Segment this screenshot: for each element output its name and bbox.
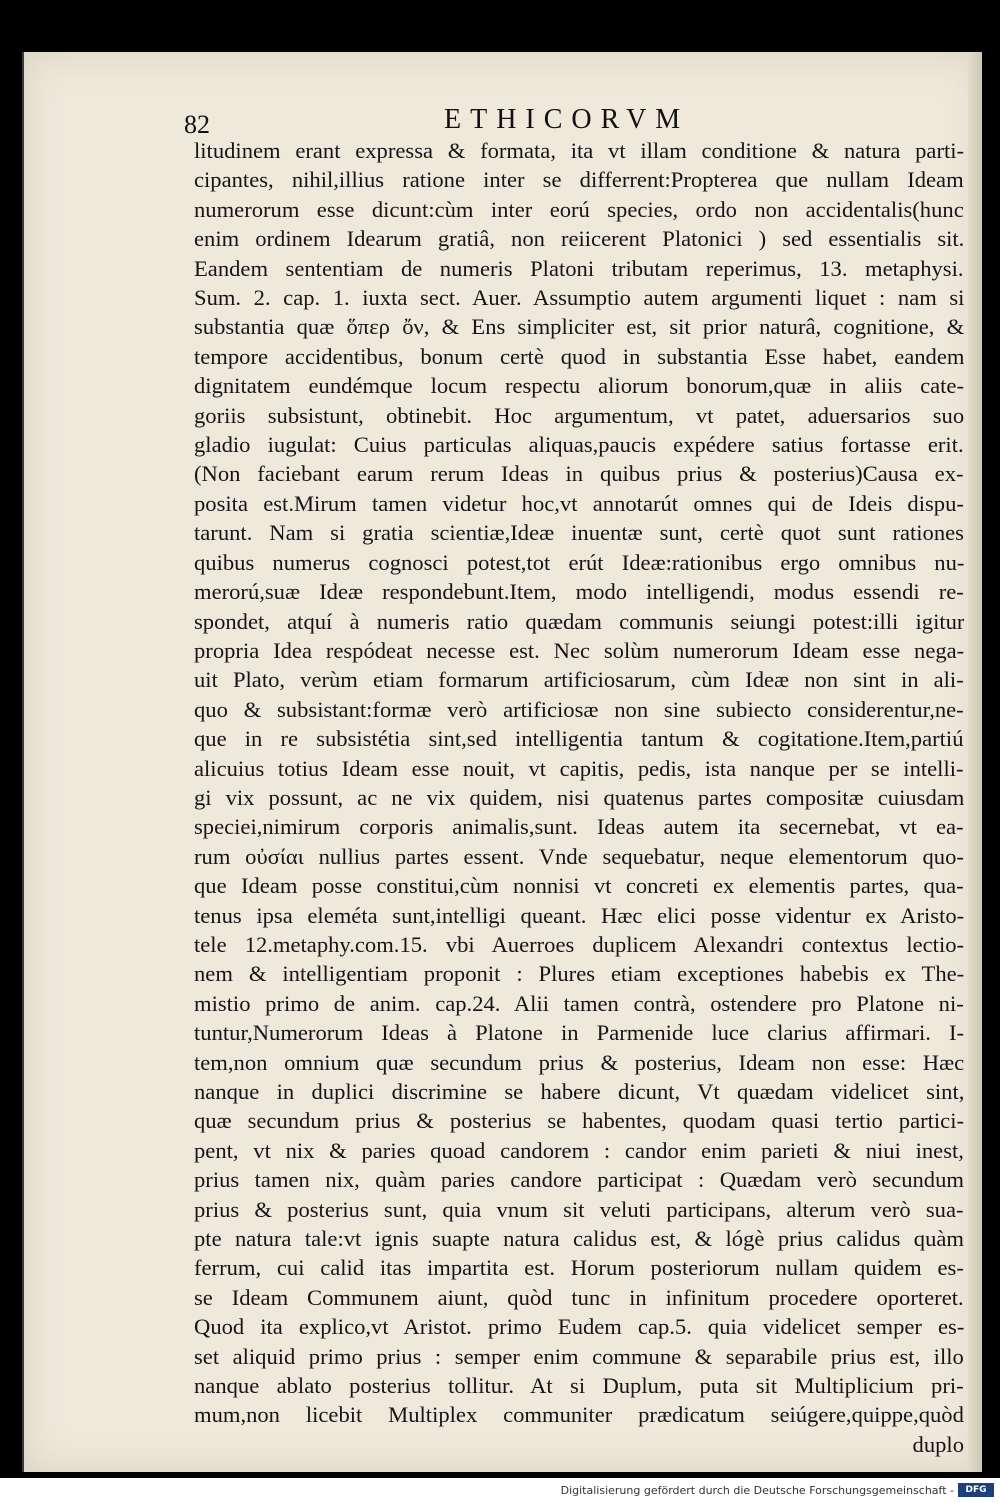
text-line: nanque ablato posterius tollitur. At si Duplum, puta sit Multiplicium pri-	[194, 1373, 964, 1399]
text-line: Quod ita explico,vt Aristot. primo Eudem cap.5. quia videlicet semper es-	[194, 1314, 964, 1340]
text-line: tempore accidentibus, bonum certè quod in substantia Esse habet, eandem	[194, 343, 964, 369]
funding-credit: Digitalisierung gefördert durch die Deutsche Forschungsgemeinschaft -	[560, 1484, 954, 1497]
text-line: quo & subsistant:formæ verò artificiosæ non sine subiecto considerentur,ne-	[194, 696, 964, 722]
text-line: se Ideam Communem aiunt, quòd tunc in infinitum procedere oporteret.	[194, 1284, 964, 1310]
text-line: que in re subsistétia sint,sed intelligentia tantum & cogitatione.Item,partiú	[194, 726, 964, 752]
running-head	[24, 100, 982, 140]
dfg-logo: DFG	[958, 1483, 994, 1497]
text-line: mistio primo de anim. cap.24. Alii tamen contrà, ostendere pro Platone ni-	[194, 990, 964, 1016]
book-page	[22, 52, 982, 1472]
body-text	[194, 136, 964, 1459]
text-line: posita est.Mirum tamen videtur hoc,vt annotarút omnes qui de Ideis dispu-	[194, 490, 964, 516]
catchword: duplo	[912, 1431, 964, 1457]
text-line: cipantes, nihil,illius ratione inter se differrent:Propterea que nullam Ideam	[194, 167, 964, 193]
text-line: tuntur,Numerorum Ideas à Platone in Parmenide luce clarius affirmari. I-	[194, 1020, 964, 1046]
page-edge	[968, 52, 982, 1472]
text-line: que Ideam posse constitui,cùm nonnisi vt concreti ex elementis partes, qua-	[194, 873, 964, 899]
text-line: prius & posterius sunt, quia vnum sit veluti participans, alterum verò sua-	[194, 1196, 964, 1222]
text-line: dignitatem eundémque locum respectu aliorum bonorum,quæ in aliis cate-	[194, 373, 964, 399]
text-line: prius tamen nix, quàm paries candore participat : Quædam verò secundum	[194, 1167, 964, 1193]
text-line: tarunt. Nam si gratia scientiæ,Ideæ inuentæ sunt, certè quot sunt rationes	[194, 520, 964, 546]
text-line: (Non faciebant earum rerum Ideas in quibus prius & posterius)Causa ex-	[194, 461, 964, 487]
running-title: ETHICORVM	[444, 104, 690, 135]
text-line: pte natura tale:vt ignis suapte natura calidus est, & lógè prius calidus quàm	[194, 1226, 964, 1252]
text-line: tenus ipsa eleméta sunt,intelligi queant. Hæc elici posse videntur ex Aristo-	[194, 902, 964, 928]
text-line: pent, vt nix & paries quoad candorem : candor enim parieti & niui inest,	[194, 1137, 964, 1163]
text-line: quibus numerus cognosci potest,tot erút Ideæ:rationibus ergo omnibus nu-	[194, 549, 964, 575]
text-line: substantia quæ ὅπερ ὄν, & Ens simpliciter est, sit prior naturâ, cognitione, &	[194, 314, 964, 340]
text-line: goriis subsistunt, obtinebit. Hoc argumentum, vt patet, aduersarios suo	[194, 402, 964, 428]
text-line: spondet, atquí à numeris ratio quædam communis seiungi potest:illi igitur	[194, 608, 964, 634]
text-line: nanque in duplici discrimine se habere dicunt, Vt quædam videlicet sint,	[194, 1079, 964, 1104]
text-line: nem & intelligentiam proponit : Plures etiam exceptiones habebis ex The-	[194, 961, 964, 987]
text-line: tem,non omnium quæ secundum prius & posterius, Ideam non esse: Hæc	[194, 1049, 964, 1075]
text-line: Eandem sententiam de numeris Platoni tributam reperimus, 13. metaphysi.	[194, 255, 964, 281]
text-line: propria Idea respódeat necesse est. Nec solùm numerorum Ideam esse nega-	[194, 637, 964, 663]
text-line: numerorum esse dicunt:cùm inter eorú species, ordo non accidentalis(hunc	[194, 196, 964, 222]
text-line: uit Plato, verùm etiam formarum artificiosarum, cùm Ideæ non sint in ali-	[194, 667, 964, 693]
text-line: alicuius totius Ideam esse nouit, vt capitis, pedis, ista nanque per se intelli-	[194, 755, 964, 781]
text-line: ferrum, cui calid itas impartita est. Horum posteriorum nullam quidem es-	[194, 1255, 964, 1281]
text-line: gi vix possunt, ac ne vix quidem, nisi quatenus partes compositæ cuiusdam	[194, 784, 964, 810]
text-line: litudinem erant expressa & formata, ita vt illam conditione & natura parti-	[194, 138, 964, 163]
text-line: Sum. 2. cap. 1. iuxta sect. Auer. Assumptio autem argumenti liquet : nam si	[194, 285, 964, 311]
text-line: tele 12.metaphy.com.15. vbi Auerroes duplicem Alexandri contextus lectio-	[194, 931, 964, 957]
text-line: rum οὐσίαι nullius partes essent. Vnde sequebatur, neque elementorum quo-	[194, 843, 964, 869]
text-line: set aliquid primo prius : semper enim commune & separabile prius est, illo	[194, 1343, 964, 1369]
footer-bar	[0, 1478, 1000, 1502]
text-line: quæ secundum prius & posterius se habentes, quodam quasi tertio partici-	[194, 1108, 964, 1134]
text-line: speciei,nimirum corporis animalis,sunt. Ideas autem ita secernebat, vt ea-	[194, 814, 964, 840]
text-line: gladio iugulat: Cuius particulas aliquas,paucis expédere satius fortasse erit.	[194, 432, 964, 458]
text-line: mum,non licebit Multiplex communiter prædicatum seiúgere,quippe,quòd	[194, 1402, 964, 1428]
text-line: merorú,suæ Ideæ respondebunt.Item, modo intelligendi, modus essendi re-	[194, 579, 964, 605]
page-number: 82	[184, 110, 210, 139]
text-line: enim ordinem Idearum gratiâ, non reiicerent Platonici ) sed essentialis sit.	[194, 226, 964, 252]
